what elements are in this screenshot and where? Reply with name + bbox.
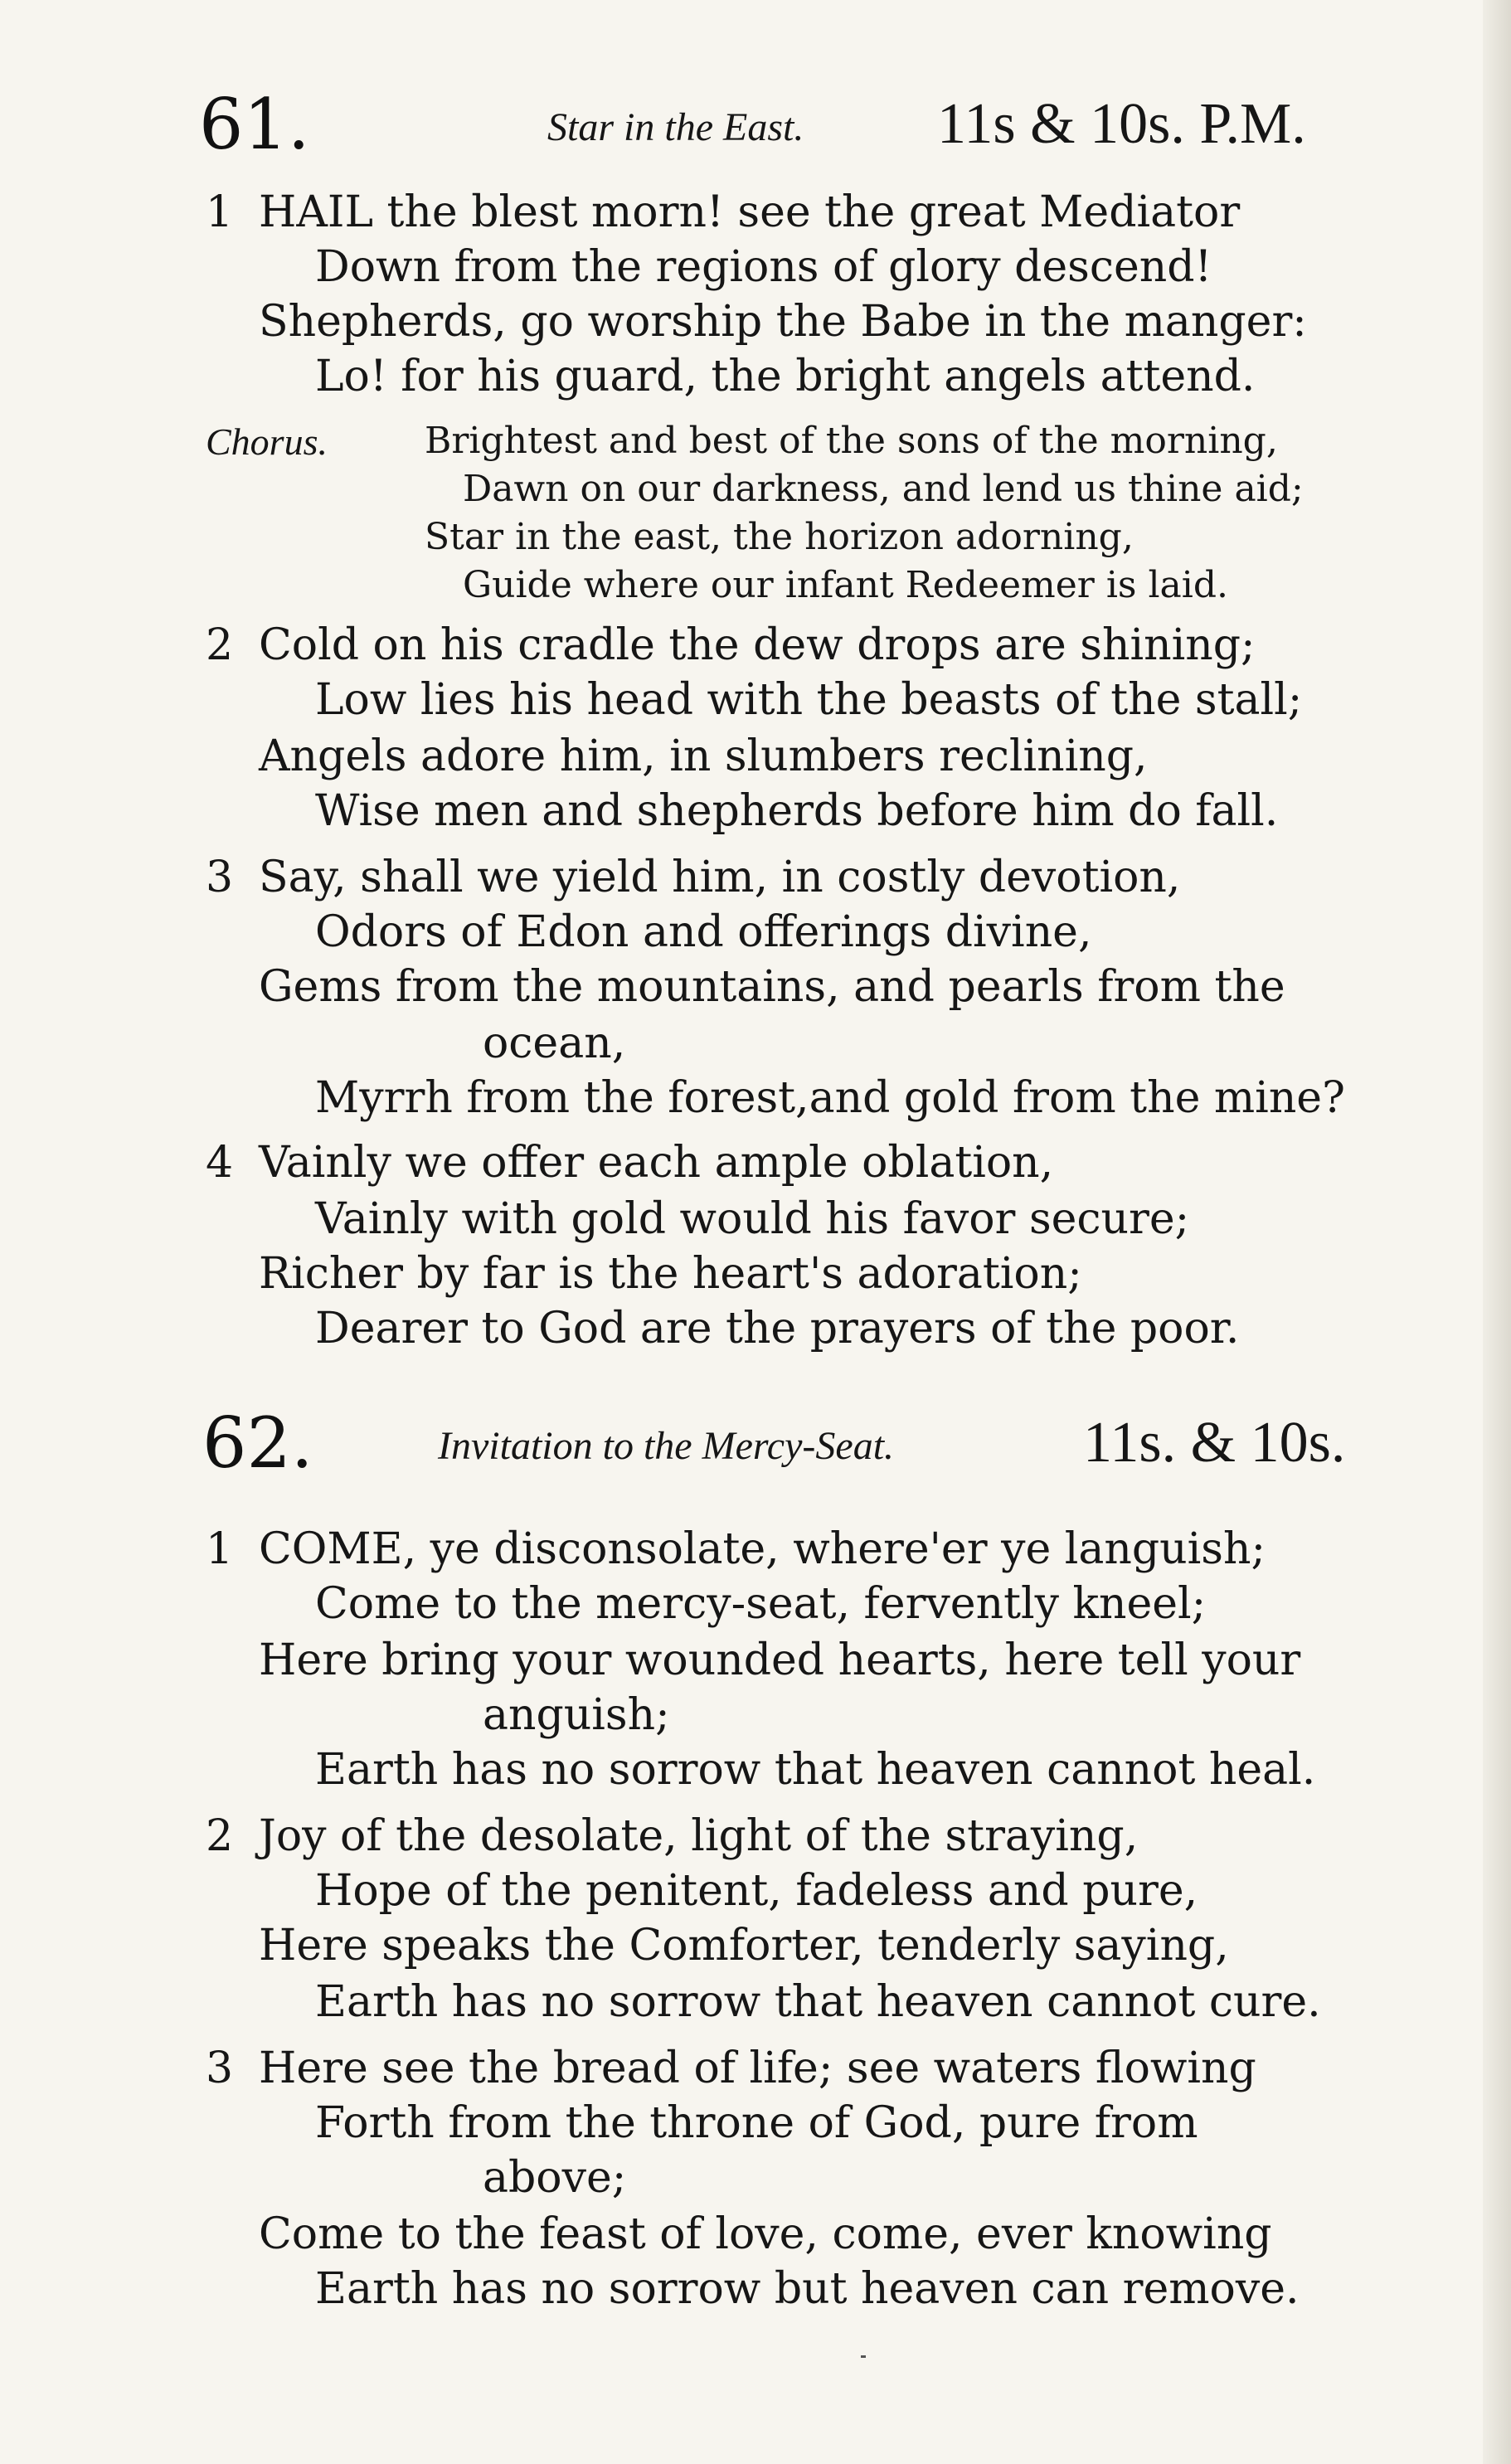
verse-line: Joy of the desolate, light of the straying, [259, 1811, 1139, 1861]
verse-line: Wise men and shepherds before him do fall. [315, 786, 1279, 836]
verse-line: Hope of the penitent, fadeless and pure, [315, 1866, 1198, 1916]
verse-line: Shepherds, go worship the Babe in the manger: [259, 297, 1307, 347]
verse-number: 3 [206, 853, 234, 902]
verse-line: COME, ye disconsolate, where'er ye languish; [259, 1524, 1266, 1574]
verse-line: Earth has no sorrow but heaven can remove. [315, 2264, 1300, 2314]
verse-line: Say, shall we yield him, in costly devotion, [259, 853, 1181, 902]
chorus-line: Dawn on our darkness, and lend us thine aid; [463, 468, 1304, 510]
verse-line: Dearer to God are the prayers of the poor. [315, 1304, 1240, 1353]
verse-line: Lo! for his guard, the bright angels attend. [315, 352, 1256, 401]
verse-number: 3 [206, 2044, 234, 2093]
chorus-line: Brightest and best of the sons of the morning, [425, 420, 1278, 462]
hymn-number: 62. [202, 1402, 313, 1484]
verse-line: Myrrh from the forest,and gold from the mine? [315, 1073, 1345, 1123]
chorus-line: Guide where our infant Redeemer is laid. [463, 564, 1228, 606]
hymn-meter: 11s & 10s. P.M. [937, 92, 1306, 156]
hymn-62-header [0, 1402, 1511, 1501]
hymn-title: Invitation to the Mercy-Seat. [438, 1424, 895, 1468]
verse-line: Here see the bread of life; see waters flowing [259, 2044, 1256, 2093]
verse-line: ocean, [483, 1018, 626, 1068]
verse-line: Come to the mercy-seat, fervently kneel; [315, 1579, 1207, 1629]
verse-line: Here bring your wounded hearts, here tell your [259, 1635, 1301, 1685]
hymn-number: 61. [199, 84, 310, 165]
chorus-label: Chorus. [206, 420, 328, 463]
verse-number: 2 [206, 1811, 234, 1861]
verse-line: Angels adore him, in slumbers reclining, [259, 731, 1148, 781]
verse-line: Earth has no sorrow that heaven cannot heal. [315, 1745, 1316, 1795]
verse-line: Odors of Edon and offerings divine, [315, 907, 1092, 957]
hymn-61-header [0, 83, 1511, 182]
verse-line: Cold on his cradle the dew drops are shining; [259, 620, 1256, 670]
verse-line: HAIL the blest morn! see the great Mediator [259, 187, 1241, 237]
verse-number: 1 [206, 187, 234, 237]
chorus-line: Star in the east, the horizon adorning, [425, 516, 1134, 558]
verse-line: Gems from the mountains, and pearls from the [259, 962, 1285, 1012]
verse-line: Forth from the throne of God, pure from [315, 2098, 1198, 2148]
hymn-title: Star in the East. [547, 105, 804, 149]
verse-line: Here speaks the Comforter, tenderly saying, [259, 1921, 1229, 1971]
verse-number: 2 [206, 620, 234, 670]
verse-line: Earth has no sorrow that heaven cannot cure. [315, 1977, 1321, 2027]
verse-line: above; [483, 2153, 627, 2203]
verse-line: anguish; [483, 1690, 670, 1740]
verse-line: Vainly we offer each ample oblation, [259, 1138, 1054, 1188]
page-edge [1483, 0, 1511, 2464]
verse-line: Down from the regions of glory descend! [315, 242, 1212, 292]
verse-line: Richer by far is the heart's adoration; [259, 1249, 1082, 1299]
verse-line: Low lies his head with the beasts of the stall; [315, 675, 1303, 725]
hymn-meter: 11s. & 10s. [1083, 1411, 1346, 1475]
verse-line: Come to the feast of love, come, ever knowing [259, 2209, 1272, 2259]
verse-number: 1 [206, 1524, 234, 1574]
verse-number: 4 [206, 1138, 234, 1188]
verse-line: Vainly with gold would his favor secure; [315, 1194, 1190, 1244]
print-mark [861, 2355, 866, 2358]
